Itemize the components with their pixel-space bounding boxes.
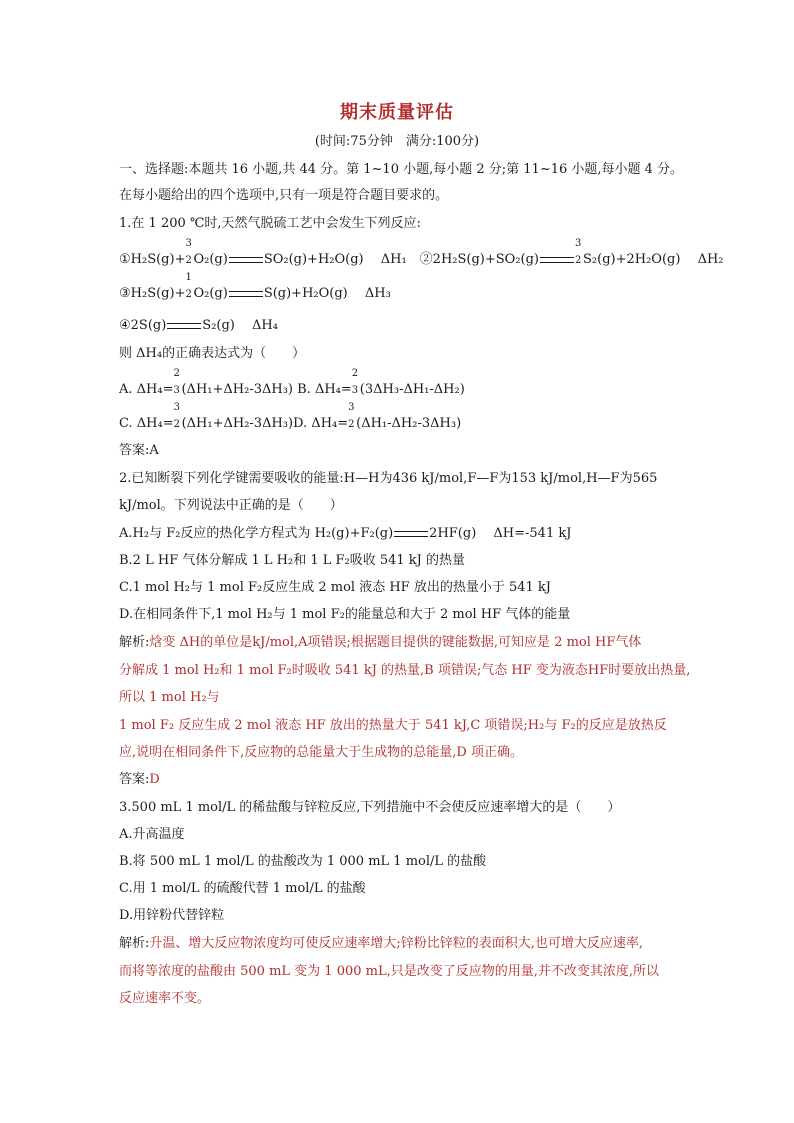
q2-stem-2: kJ/mol。下列说法中正确的是（ ） [119,498,343,513]
q3-explanation-1: 解析:升温、增大反应物浓度均可使反应速率增大;锌粉比锌粒的表面积大,也可增大反应速率, [119,936,644,951]
equals-sign [167,323,201,329]
page-title: 期末质量评估 [340,102,454,123]
fraction: 1 2 [185,272,192,300]
q1-options-ab: A. ΔH₄= 2 3 (ΔH₁+ΔH₂-3ΔH₃) B. ΔH₄= 2 3 (3ΔH₃-ΔH₁-ΔH₂) [119,380,684,401]
q2-explanation-5: 应,说明在相同条件下,反应物的总能量大于生成物的总能量,D 项正确。 [119,745,523,760]
q1-stem: 1.在 1 200 ℃时,天然气脱硫工艺中会发生下列反应: [119,216,421,231]
q1-reaction-1-2: ①H₂S(g)+ 3 2 O₂(g) SO₂(g)+H₂O(g) ΔH₁ ②2H₂S(g)+SO₂(g) 3 2 S₂(g)+2H₂O(g) ΔH₂ [119,250,684,271]
equals-sign [229,291,263,297]
fraction: 2 3 [351,368,359,396]
section-instruction-2: 在每小题给出的四个选项中,只有一项是符合题目要求的。 [119,188,449,203]
q3-option-d: D.用锌粉代替锌粒 [119,908,225,923]
fraction: 2 3 [173,368,180,396]
q3-option-a: A.升高温度 [119,827,185,842]
q1-options-cd: C. ΔH₄= 3 2 (ΔH₁+ΔH₂-3ΔH₃)D. ΔH₄= 3 2 (ΔH₁-ΔH₂-3ΔH₃) [119,414,684,435]
q2-option-d: D.在相同条件下,1 mol H₂与 1 mol F₂的能量总和大于 2 mol HF 气体的能量 [119,607,571,622]
q2-explanation-4: 1 mol F₂ 反应生成 2 mol 液态 HF 放出的热量大于 541 kJ,C 项错误;H₂与 F₂的反应是放热反 [119,718,667,733]
q2-option-c: C.1 mol H₂与 1 mol F₂反应生成 2 mol 液态 HF 放出的热量小于 541 kJ [119,580,551,595]
fraction: 3 2 [173,402,180,430]
q3-stem: 3.500 mL 1 mol/L 的稀盐酸与锌粒反应,下列措施中不会使反应速率增大的是（ ） [119,800,621,815]
q2-option-b: B.2 L HF 气体分解成 1 L H₂和 1 L F₂吸收 541 kJ 的热量 [119,553,466,568]
q3-explanation-2: 而将等浓度的盐酸由 500 mL 变为 1 000 mL,只是改变了反应物的用量,并不改变其浓度,所以 [119,964,660,979]
q3-option-c: C.用 1 mol/L 的硫酸代替 1 mol/L 的盐酸 [119,881,366,896]
q1-ask: 则 ΔH₄的正确表达式为（ ） [119,346,306,361]
q3-option-b: B.将 500 mL 1 mol/L 的盐酸改为 1 000 mL 1 mol/L 的盐酸 [119,854,487,869]
page-subtitle: (时间:75分钟 满分:100分) [314,134,480,149]
q2-stem-1: 2.已知断裂下列化学键需要吸收的能量:H—H为436 kJ/mol,F—F为153 kJ/mol,H—F为565 [119,471,658,486]
fraction: 3 2 [185,238,192,266]
q1-reaction-3: ③H₂S(g)+ 1 2 O₂(g) S(g)+H₂O(g) ΔH₃ [119,284,684,305]
q2-option-a: A.H₂与 F₂反应的热化学方程式为 H₂(g)+F₂(g) 2HF(g) ΔH=-541 kJ [119,526,572,541]
q2-answer: 答案:D [119,772,160,787]
fraction: 3 2 [348,402,355,430]
q2-explanation-1: 解析:焓变 ΔH的单位是kJ/mol,A项错误;根据题目提供的键能数据,可知应是 2 mol HF气体 [119,635,642,650]
equals-sign [394,531,428,537]
q3-explanation-3: 反应速率不变。 [119,991,211,1006]
q1-reaction-4: ④2S(g) S₂(g) ΔH₄ [119,318,278,333]
equals-sign [540,257,574,263]
fraction: 3 2 [575,238,582,266]
q2-explanation-3: 所以 1 mol H₂与 [119,690,220,705]
q1-answer: 答案:A [119,443,159,458]
section-instruction-1: 一、选择题:本题共 16 小题,共 44 分。第 1~10 小题,每小题 2 分;第 11~16 小题,每小题 4 分。 [119,162,684,177]
q2-explanation-2: 分解成 1 mol H₂和 1 mol F₂时吸收 541 kJ 的热量,B 项错误;气态 HF 变为液态HF时要放出热量, [119,663,691,678]
equals-sign [229,257,263,263]
